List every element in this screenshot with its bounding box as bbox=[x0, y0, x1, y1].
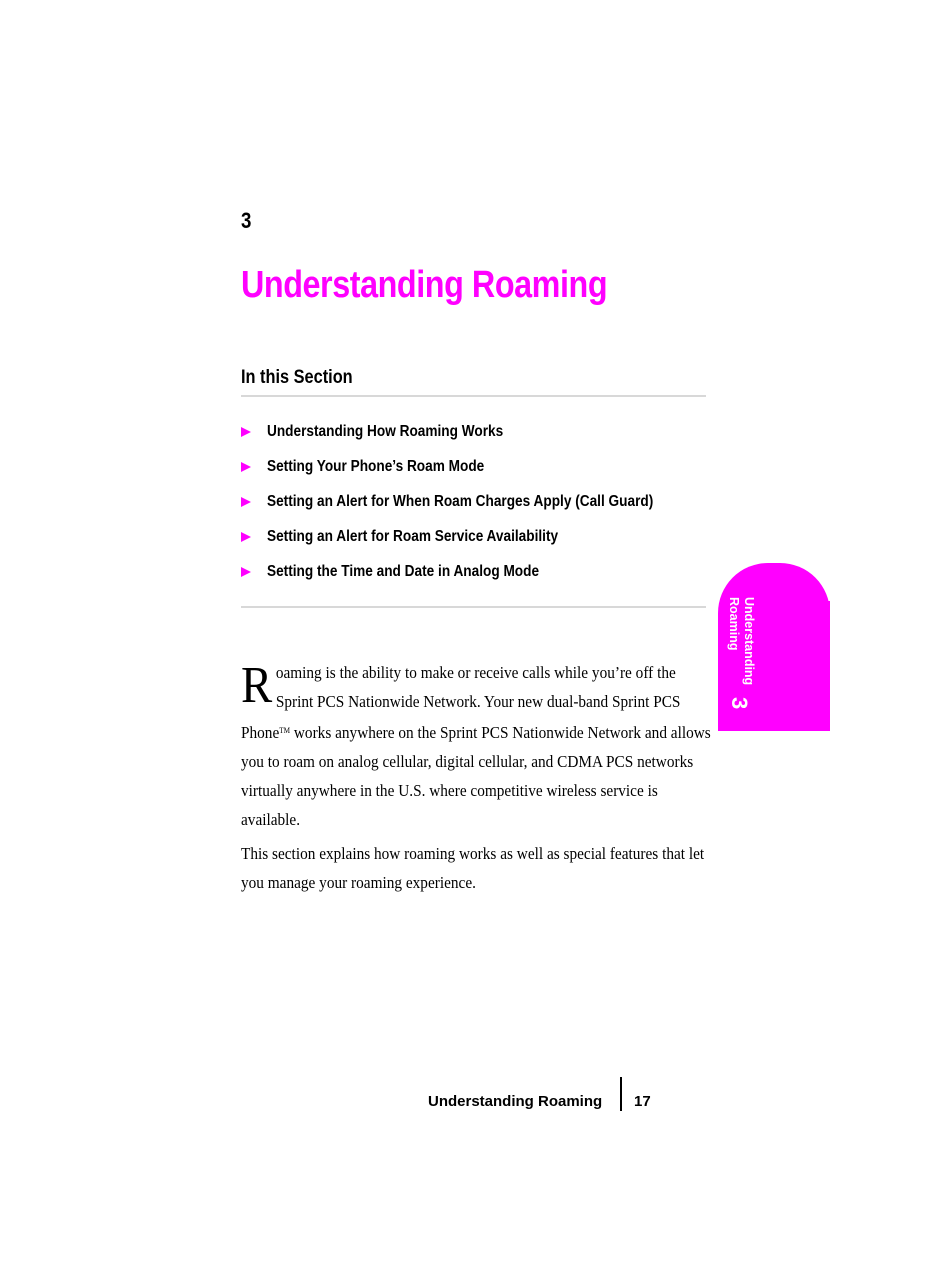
chapter-tab-label: Understanding Roaming bbox=[727, 597, 756, 686]
list-item-label: Understanding How Roaming Works bbox=[267, 423, 504, 440]
chapter-tab-number: 3 bbox=[727, 697, 752, 710]
triangle-bullet-icon bbox=[241, 567, 251, 577]
footer-divider bbox=[620, 1077, 622, 1111]
intro-text-start: oaming is the ability to make or receive calls while you’re off the Sprint PCS Nationwide Network. Your new dual-band Sprint PCS Phone bbox=[241, 663, 681, 742]
divider-top bbox=[241, 395, 706, 397]
triangle-bullet-icon bbox=[241, 427, 251, 437]
list-item-label: Setting the Time and Date in Analog Mode bbox=[267, 563, 540, 580]
intro-text-end: works anywhere on the Sprint PCS Nationwide Network and allows you to roam on analog cellular, digital cellular, and CDMA PCS networks virtually anywhere in the U.S. where competitive wireless service is available. bbox=[241, 723, 711, 829]
list-item-label: Setting an Alert for Roam Service Availability bbox=[267, 528, 559, 545]
footer-title: Understanding Roaming bbox=[428, 1093, 603, 1110]
chapter-tab-notch bbox=[816, 601, 830, 661]
triangle-bullet-icon bbox=[241, 497, 251, 507]
page-number: 17 bbox=[634, 1093, 651, 1110]
divider-bottom bbox=[241, 606, 706, 608]
dropcap: R bbox=[241, 657, 273, 714]
second-paragraph: This section explains how roaming works as well as special features that let you manage your roaming experience. bbox=[241, 844, 705, 892]
trademark-mark: TM bbox=[279, 726, 291, 735]
triangle-bullet-icon bbox=[241, 532, 251, 542]
list-item-label: Setting Your Phone’s Roam Mode bbox=[267, 458, 485, 475]
triangle-bullet-icon bbox=[241, 462, 251, 472]
list-item-label: Setting an Alert for When Roam Charges Apply (Call Guard) bbox=[267, 493, 654, 510]
chapter-title: Understanding Roaming bbox=[241, 264, 608, 306]
intro-paragraph bbox=[241, 658, 716, 834]
body-text bbox=[241, 658, 716, 914]
section-heading: In this Section bbox=[241, 367, 353, 388]
chapter-number: 3 bbox=[241, 208, 252, 233]
